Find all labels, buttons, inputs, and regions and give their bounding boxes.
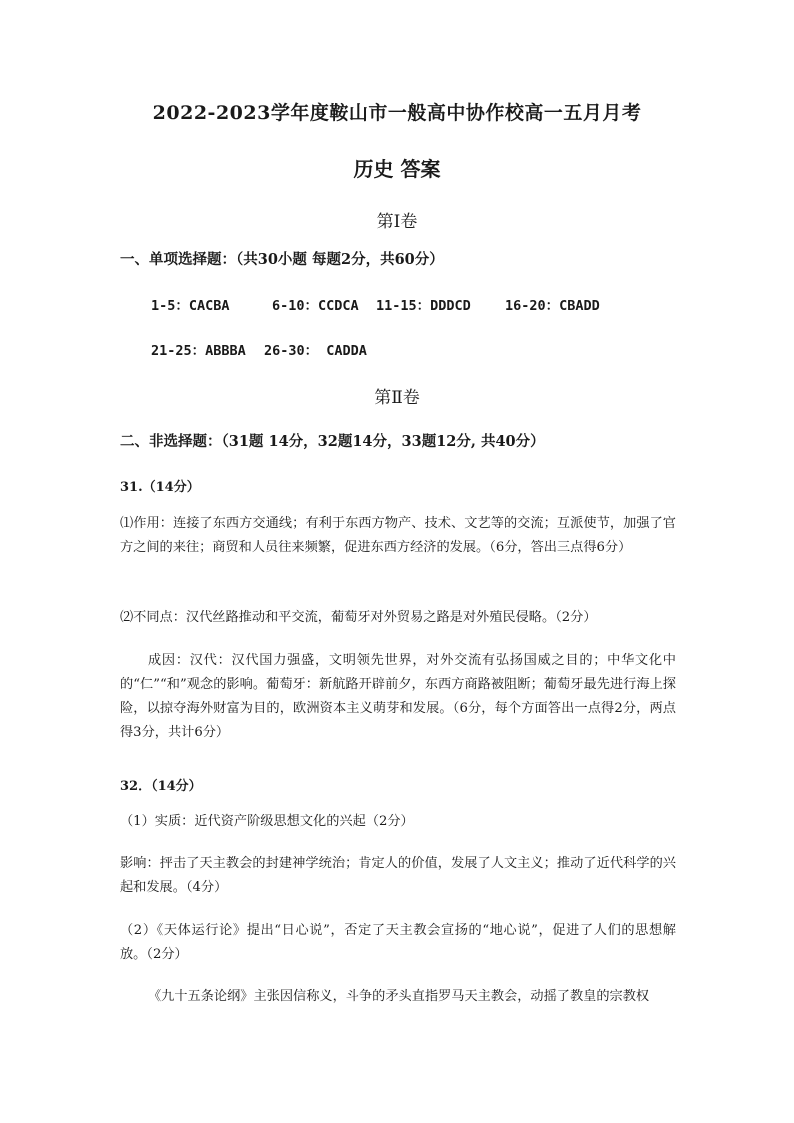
volume-2-label: 第Ⅱ卷 bbox=[374, 388, 420, 408]
question-32-theses: 《九十五条论纲》主张因信称义，斗争的矛头直指罗马天主教会，动摇了教皇的宗教权 bbox=[148, 989, 650, 1004]
section-1-heading: 一、单项选择题：（共30小题 每题2分，共60分） bbox=[120, 251, 444, 268]
document-title: 2022-2023学年度鞍山市一般高中协作校高一五月月考 bbox=[152, 102, 642, 124]
answer-group-6-10: 6-10：CCDCA bbox=[272, 298, 359, 314]
answer-group-11-15: 11-15：DDDCD bbox=[376, 298, 471, 314]
section-2-heading: 二、非选择题：（31题 14分，32题14分，33题12分, 共40分） bbox=[120, 433, 545, 450]
volume-1-label: 第Ⅰ卷 bbox=[376, 212, 418, 232]
answer-group-16-20: 16-20：CBADD bbox=[505, 298, 600, 314]
question-31-reasons: 成因：汉代：汉代国力强盛，文明领先世界，对外交流有弘扬国威之目的；中华文化中的“仁”“和”观念的影响。葡萄牙：新航路开辟前夕，东西方商路被阻断；葡萄牙最先进行海上探险，以掠夺海外财富为目的，欧洲资本主义萌芽和发展。（6分，每个方面答出一点得2分，两点得3分，共计6分） bbox=[120, 653, 676, 740]
answer-group-21-25: 21-25：ABBBA bbox=[151, 343, 246, 359]
question-31-part-2: ⑵不同点：汉代丝路推动和平交流，葡萄牙对外贸易之路是对外殖民侵略。（2分） bbox=[120, 610, 597, 625]
answer-group-1-5: 1-5：CACBA bbox=[151, 298, 230, 314]
question-32-part-2: （2）《天体运行论》提出“日心说”，否定了天主教会宣扬的“地心说”，促进了人们的思想解放。（2分） bbox=[120, 923, 676, 962]
question-32-part-1: （1）实质：近代资产阶级思想文化的兴起（2分） bbox=[120, 814, 414, 829]
question-32-heading: 32．（14分） bbox=[120, 779, 202, 794]
question-31-part-1: ⑴作用：连接了东西方交通线；有利于东西方物产、技术、文艺等的交流；互派使节，加强了官方之间的来往；商贸和人员往来频繁，促进东西方经济的发展。（6分，答出三点得6分） bbox=[120, 516, 676, 555]
answer-group-26-30: 26-30： CADDA bbox=[264, 343, 367, 359]
question-31-heading: 31.（14分） bbox=[120, 480, 200, 495]
question-32-influence: 影响：抨击了天主教会的封建神学统治；肯定人的价值，发展了人文主义；推动了近代科学的兴起和发展。（4分） bbox=[120, 856, 676, 895]
document-subtitle: 历史 答案 bbox=[353, 157, 441, 181]
